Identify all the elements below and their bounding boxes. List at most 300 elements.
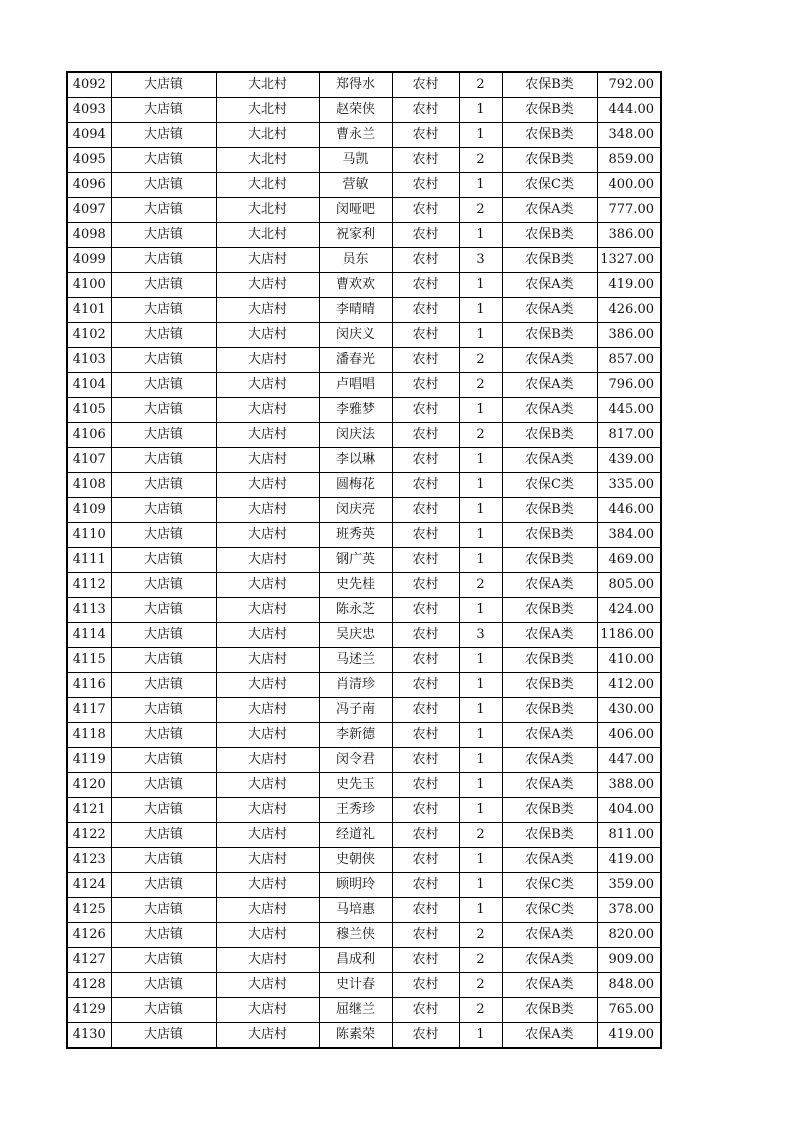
people-count-cell: 2 [459, 948, 502, 973]
village-cell: 大店村 [216, 448, 319, 473]
name-cell: 李以琳 [319, 448, 392, 473]
town-cell: 大店镇 [111, 973, 216, 998]
name-cell: 顾明玲 [319, 873, 392, 898]
insurance-category-cell: 农保B类 [502, 123, 597, 148]
table-row [67, 973, 661, 998]
insurance-category-cell: 农保A类 [502, 448, 597, 473]
people-count-cell: 1 [459, 298, 502, 323]
village-cell: 大北村 [216, 148, 319, 173]
amount-cell: 777.00 [597, 198, 661, 223]
town-cell: 大店镇 [111, 423, 216, 448]
household-type-cell: 农村 [392, 973, 459, 998]
town-cell: 大店镇 [111, 1023, 216, 1049]
people-count-cell: 2 [459, 423, 502, 448]
household-type-cell: 农村 [392, 773, 459, 798]
amount-cell: 792.00 [597, 72, 661, 98]
table-row [67, 98, 661, 123]
name-cell: 曹永兰 [319, 123, 392, 148]
village-cell: 大店村 [216, 723, 319, 748]
village-cell: 大北村 [216, 98, 319, 123]
town-cell: 大店镇 [111, 548, 216, 573]
name-cell: 闵哑吧 [319, 198, 392, 223]
amount-cell: 424.00 [597, 598, 661, 623]
record-number-cell: 4092 [67, 72, 111, 98]
amount-cell: 384.00 [597, 523, 661, 548]
record-number-cell: 4115 [67, 648, 111, 673]
village-cell: 大北村 [216, 223, 319, 248]
table-row [67, 72, 661, 98]
table-row [67, 748, 661, 773]
household-type-cell: 农村 [392, 448, 459, 473]
record-number-cell: 4107 [67, 448, 111, 473]
insurance-category-cell: 农保B类 [502, 698, 597, 723]
household-type-cell: 农村 [392, 648, 459, 673]
insurance-category-cell: 农保B类 [502, 648, 597, 673]
table-row [67, 848, 661, 873]
town-cell: 大店镇 [111, 123, 216, 148]
household-type-cell: 农村 [392, 548, 459, 573]
village-cell: 大店村 [216, 923, 319, 948]
table-row [67, 123, 661, 148]
amount-cell: 439.00 [597, 448, 661, 473]
table-row [67, 323, 661, 348]
amount-cell: 388.00 [597, 773, 661, 798]
amount-cell: 447.00 [597, 748, 661, 773]
record-number-cell: 4126 [67, 923, 111, 948]
people-count-cell: 1 [459, 398, 502, 423]
record-number-cell: 4125 [67, 898, 111, 923]
household-type-cell: 农村 [392, 148, 459, 173]
record-number-cell: 4105 [67, 398, 111, 423]
record-number-cell: 4097 [67, 198, 111, 223]
household-type-cell: 农村 [392, 398, 459, 423]
record-number-cell: 4101 [67, 298, 111, 323]
household-type-cell: 农村 [392, 523, 459, 548]
household-type-cell: 农村 [392, 673, 459, 698]
insurance-category-cell: 农保A类 [502, 398, 597, 423]
town-cell: 大店镇 [111, 823, 216, 848]
table-row [67, 248, 661, 273]
insurance-category-cell: 农保A类 [502, 1023, 597, 1049]
table-row [67, 573, 661, 598]
record-number-cell: 4108 [67, 473, 111, 498]
household-type-cell: 农村 [392, 573, 459, 598]
record-number-cell: 4100 [67, 273, 111, 298]
name-cell: 史先桂 [319, 573, 392, 598]
table-row [67, 623, 661, 648]
town-cell: 大店镇 [111, 373, 216, 398]
village-cell: 大店村 [216, 798, 319, 823]
insurance-category-cell: 农保B类 [502, 98, 597, 123]
table-row [67, 448, 661, 473]
town-cell: 大店镇 [111, 173, 216, 198]
record-number-cell: 4098 [67, 223, 111, 248]
amount-cell: 811.00 [597, 823, 661, 848]
village-cell: 大北村 [216, 198, 319, 223]
table-row [67, 648, 661, 673]
town-cell: 大店镇 [111, 398, 216, 423]
town-cell: 大店镇 [111, 848, 216, 873]
village-cell: 大店村 [216, 248, 319, 273]
record-number-cell: 4122 [67, 823, 111, 848]
name-cell: 闵庆亮 [319, 498, 392, 523]
name-cell: 卢唱唱 [319, 373, 392, 398]
people-count-cell: 1 [459, 648, 502, 673]
town-cell: 大店镇 [111, 698, 216, 723]
name-cell: 肖清珍 [319, 673, 392, 698]
name-cell: 陈永芝 [319, 598, 392, 623]
amount-cell: 444.00 [597, 98, 661, 123]
name-cell: 钢广英 [319, 548, 392, 573]
household-type-cell: 农村 [392, 948, 459, 973]
town-cell: 大店镇 [111, 148, 216, 173]
table-row [67, 373, 661, 398]
household-type-cell: 农村 [392, 223, 459, 248]
people-count-cell: 1 [459, 473, 502, 498]
table-row [67, 223, 661, 248]
town-cell: 大店镇 [111, 948, 216, 973]
household-type-cell: 农村 [392, 923, 459, 948]
name-cell: 史朝侠 [319, 848, 392, 873]
village-cell: 大店村 [216, 523, 319, 548]
record-number-cell: 4109 [67, 498, 111, 523]
table-row [67, 398, 661, 423]
amount-cell: 430.00 [597, 698, 661, 723]
insurance-category-cell: 农保B类 [502, 673, 597, 698]
people-count-cell: 2 [459, 573, 502, 598]
town-cell: 大店镇 [111, 323, 216, 348]
record-number-cell: 4112 [67, 573, 111, 598]
table-row [67, 523, 661, 548]
insurance-category-cell: 农保A类 [502, 298, 597, 323]
amount-cell: 386.00 [597, 223, 661, 248]
village-cell: 大店村 [216, 898, 319, 923]
amount-cell: 765.00 [597, 998, 661, 1023]
amount-cell: 348.00 [597, 123, 661, 148]
amount-cell: 359.00 [597, 873, 661, 898]
household-type-cell: 农村 [392, 1023, 459, 1049]
people-count-cell: 3 [459, 623, 502, 648]
name-cell: 郑得水 [319, 72, 392, 98]
record-number-cell: 4118 [67, 723, 111, 748]
amount-cell: 1327.00 [597, 248, 661, 273]
record-number-cell: 4093 [67, 98, 111, 123]
name-cell: 穆兰侠 [319, 923, 392, 948]
village-cell: 大店村 [216, 648, 319, 673]
village-cell: 大店村 [216, 273, 319, 298]
name-cell: 吴庆忠 [319, 623, 392, 648]
amount-cell: 386.00 [597, 323, 661, 348]
village-cell: 大店村 [216, 623, 319, 648]
household-type-cell: 农村 [392, 998, 459, 1023]
people-count-cell: 1 [459, 448, 502, 473]
insurance-category-cell: 农保A类 [502, 948, 597, 973]
town-cell: 大店镇 [111, 348, 216, 373]
town-cell: 大店镇 [111, 72, 216, 98]
record-number-cell: 4116 [67, 673, 111, 698]
household-type-cell: 农村 [392, 373, 459, 398]
amount-cell: 1186.00 [597, 623, 661, 648]
amount-cell: 820.00 [597, 923, 661, 948]
household-type-cell: 农村 [392, 698, 459, 723]
village-cell: 大北村 [216, 123, 319, 148]
record-number-cell: 4094 [67, 123, 111, 148]
insurance-category-cell: 农保A类 [502, 848, 597, 873]
amount-cell: 796.00 [597, 373, 661, 398]
household-type-cell: 农村 [392, 248, 459, 273]
village-cell: 大店村 [216, 398, 319, 423]
people-count-cell: 1 [459, 673, 502, 698]
people-count-cell: 2 [459, 72, 502, 98]
name-cell: 王秀珍 [319, 798, 392, 823]
insurance-category-cell: 农保A类 [502, 923, 597, 948]
table-row [67, 923, 661, 948]
village-cell: 大店村 [216, 673, 319, 698]
table-row [67, 198, 661, 223]
people-count-cell: 1 [459, 273, 502, 298]
name-cell: 员东 [319, 248, 392, 273]
insurance-category-cell: 农保B类 [502, 523, 597, 548]
name-cell: 班秀英 [319, 523, 392, 548]
name-cell: 冯子南 [319, 698, 392, 723]
household-type-cell: 农村 [392, 873, 459, 898]
people-count-cell: 1 [459, 723, 502, 748]
amount-cell: 412.00 [597, 673, 661, 698]
insurance-category-cell: 农保B类 [502, 798, 597, 823]
people-count-cell: 1 [459, 748, 502, 773]
town-cell: 大店镇 [111, 298, 216, 323]
people-count-cell: 2 [459, 373, 502, 398]
town-cell: 大店镇 [111, 648, 216, 673]
insurance-category-cell: 农保A类 [502, 748, 597, 773]
household-type-cell: 农村 [392, 323, 459, 348]
town-cell: 大店镇 [111, 673, 216, 698]
insurance-category-cell: 农保A类 [502, 373, 597, 398]
household-type-cell: 农村 [392, 72, 459, 98]
record-number-cell: 4113 [67, 598, 111, 623]
table-row [67, 298, 661, 323]
town-cell: 大店镇 [111, 448, 216, 473]
people-count-cell: 1 [459, 898, 502, 923]
people-count-cell: 1 [459, 873, 502, 898]
amount-cell: 404.00 [597, 798, 661, 823]
village-cell: 大店村 [216, 473, 319, 498]
people-count-cell: 1 [459, 323, 502, 348]
village-cell: 大店村 [216, 573, 319, 598]
amount-cell: 817.00 [597, 423, 661, 448]
town-cell: 大店镇 [111, 223, 216, 248]
record-number-cell: 4121 [67, 798, 111, 823]
town-cell: 大店镇 [111, 773, 216, 798]
insurance-category-cell: 农保B类 [502, 498, 597, 523]
insurance-category-cell: 农保A类 [502, 773, 597, 798]
table-row [67, 723, 661, 748]
name-cell: 马凯 [319, 148, 392, 173]
people-count-cell: 1 [459, 848, 502, 873]
village-cell: 大店村 [216, 998, 319, 1023]
village-cell: 大店村 [216, 948, 319, 973]
insurance-category-cell: 农保B类 [502, 248, 597, 273]
household-type-cell: 农村 [392, 598, 459, 623]
insurance-category-cell: 农保A类 [502, 973, 597, 998]
table-row [67, 998, 661, 1023]
people-count-cell: 1 [459, 698, 502, 723]
name-cell: 祝家利 [319, 223, 392, 248]
insurance-category-cell: 农保A类 [502, 573, 597, 598]
amount-cell: 419.00 [597, 273, 661, 298]
village-cell: 大店村 [216, 873, 319, 898]
name-cell: 闵庆义 [319, 323, 392, 348]
amount-cell: 400.00 [597, 173, 661, 198]
record-number-cell: 4096 [67, 173, 111, 198]
insurance-category-cell: 农保B类 [502, 598, 597, 623]
record-number-cell: 4124 [67, 873, 111, 898]
people-count-cell: 1 [459, 598, 502, 623]
town-cell: 大店镇 [111, 523, 216, 548]
table-row [67, 548, 661, 573]
table-row [67, 173, 661, 198]
village-cell: 大店村 [216, 323, 319, 348]
name-cell: 史计春 [319, 973, 392, 998]
table-row [67, 823, 661, 848]
town-cell: 大店镇 [111, 798, 216, 823]
village-cell: 大店村 [216, 298, 319, 323]
village-cell: 大店村 [216, 848, 319, 873]
table-row [67, 898, 661, 923]
people-count-cell: 2 [459, 973, 502, 998]
household-type-cell: 农村 [392, 473, 459, 498]
record-number-cell: 4128 [67, 973, 111, 998]
amount-cell: 426.00 [597, 298, 661, 323]
people-count-cell: 1 [459, 98, 502, 123]
name-cell: 马述兰 [319, 648, 392, 673]
record-number-cell: 4104 [67, 373, 111, 398]
record-number-cell: 4119 [67, 748, 111, 773]
record-number-cell: 4117 [67, 698, 111, 723]
table-row [67, 498, 661, 523]
town-cell: 大店镇 [111, 923, 216, 948]
amount-cell: 909.00 [597, 948, 661, 973]
household-type-cell: 农村 [392, 423, 459, 448]
insurance-category-cell: 农保B类 [502, 72, 597, 98]
name-cell: 圆梅花 [319, 473, 392, 498]
table-row [67, 348, 661, 373]
village-cell: 大店村 [216, 1023, 319, 1049]
table-body [67, 72, 661, 1048]
town-cell: 大店镇 [111, 623, 216, 648]
town-cell: 大店镇 [111, 98, 216, 123]
people-count-cell: 2 [459, 923, 502, 948]
people-count-cell: 1 [459, 498, 502, 523]
village-cell: 大店村 [216, 348, 319, 373]
people-count-cell: 3 [459, 248, 502, 273]
amount-cell: 419.00 [597, 848, 661, 873]
insurance-category-cell: 农保A类 [502, 723, 597, 748]
household-type-cell: 农村 [392, 823, 459, 848]
people-count-cell: 1 [459, 1023, 502, 1049]
amount-cell: 378.00 [597, 898, 661, 923]
household-type-cell: 农村 [392, 748, 459, 773]
name-cell: 曹欢欢 [319, 273, 392, 298]
village-cell: 大店村 [216, 498, 319, 523]
people-count-cell: 1 [459, 123, 502, 148]
town-cell: 大店镇 [111, 998, 216, 1023]
village-cell: 大店村 [216, 548, 319, 573]
insurance-category-cell: 农保C类 [502, 473, 597, 498]
name-cell: 昌成利 [319, 948, 392, 973]
record-number-cell: 4110 [67, 523, 111, 548]
household-type-cell: 农村 [392, 273, 459, 298]
town-cell: 大店镇 [111, 898, 216, 923]
name-cell: 马培惠 [319, 898, 392, 923]
town-cell: 大店镇 [111, 598, 216, 623]
record-number-cell: 4106 [67, 423, 111, 448]
people-count-cell: 1 [459, 223, 502, 248]
record-number-cell: 4111 [67, 548, 111, 573]
amount-cell: 419.00 [597, 1023, 661, 1049]
record-number-cell: 4114 [67, 623, 111, 648]
household-type-cell: 农村 [392, 348, 459, 373]
town-cell: 大店镇 [111, 573, 216, 598]
household-type-cell: 农村 [392, 198, 459, 223]
insurance-category-cell: 农保B类 [502, 823, 597, 848]
village-cell: 大北村 [216, 173, 319, 198]
insurance-category-cell: 农保B类 [502, 548, 597, 573]
table-row [67, 873, 661, 898]
record-number-cell: 4129 [67, 998, 111, 1023]
table-row [67, 148, 661, 173]
name-cell: 营敏 [319, 173, 392, 198]
household-type-cell: 农村 [392, 498, 459, 523]
table-row [67, 423, 661, 448]
people-count-cell: 1 [459, 173, 502, 198]
name-cell: 经道礼 [319, 823, 392, 848]
name-cell: 李新德 [319, 723, 392, 748]
insurance-category-cell: 农保A类 [502, 198, 597, 223]
name-cell: 李雅梦 [319, 398, 392, 423]
village-cell: 大店村 [216, 773, 319, 798]
record-number-cell: 4099 [67, 248, 111, 273]
record-number-cell: 4102 [67, 323, 111, 348]
insurance-category-cell: 农保C类 [502, 873, 597, 898]
people-count-cell: 1 [459, 773, 502, 798]
people-count-cell: 2 [459, 823, 502, 848]
amount-cell: 446.00 [597, 498, 661, 523]
table-row [67, 673, 661, 698]
village-cell: 大店村 [216, 423, 319, 448]
people-count-cell: 2 [459, 998, 502, 1023]
insurance-category-cell: 农保A类 [502, 348, 597, 373]
town-cell: 大店镇 [111, 723, 216, 748]
amount-cell: 848.00 [597, 973, 661, 998]
insurance-category-cell: 农保C类 [502, 898, 597, 923]
insurance-category-cell: 农保B类 [502, 423, 597, 448]
village-cell: 大店村 [216, 698, 319, 723]
name-cell: 潘春光 [319, 348, 392, 373]
insurance-category-cell: 农保A类 [502, 273, 597, 298]
table-row [67, 773, 661, 798]
insurance-category-cell: 农保B类 [502, 998, 597, 1023]
table-row [67, 948, 661, 973]
household-type-cell: 农村 [392, 898, 459, 923]
insurance-category-cell: 农保B类 [502, 323, 597, 348]
people-count-cell: 1 [459, 548, 502, 573]
record-number-cell: 4123 [67, 848, 111, 873]
name-cell: 李晴晴 [319, 298, 392, 323]
name-cell: 史先玉 [319, 773, 392, 798]
town-cell: 大店镇 [111, 873, 216, 898]
insurance-category-cell: 农保B类 [502, 223, 597, 248]
